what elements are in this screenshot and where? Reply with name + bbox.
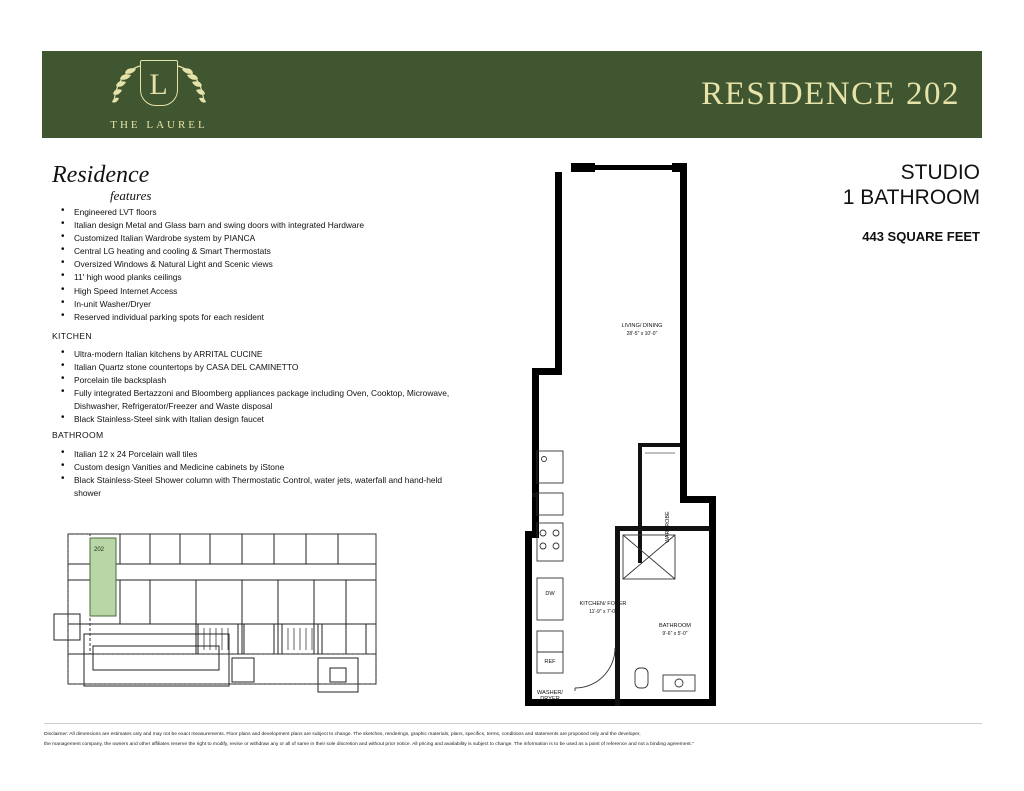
kitchen-section-label: KITCHEN <box>52 331 92 341</box>
list-item: • In-unit Washer/Dryer <box>74 298 452 311</box>
room-label-living-dining: LIVING/ DINING 28'-5" x 10'-0" <box>621 323 663 337</box>
features-heading-line1: Residence <box>52 162 150 188</box>
list-item: • Fully integrated Bertazzoni and Bloomberg appliances package including Oven, Cooktop, Microwave, Dishwasher, Refrigerator/Freezer and Waste disposal <box>74 387 472 412</box>
wardrobe-label: WARDROBE <box>665 511 671 543</box>
list-item: • Central LG heating and cooling & Smart Thermostats <box>74 245 452 258</box>
list-item: • Porcelain tile backsplash <box>74 374 472 387</box>
bathroom-features-list <box>52 448 452 500</box>
list-item: • Italian Quartz stone countertops by CASA DEL CAMINETTO <box>74 361 472 374</box>
list-item: • Oversized Windows & Natural Light and Scenic views <box>74 258 452 271</box>
header-bar <box>42 51 982 138</box>
kitchen-features-list <box>52 348 472 426</box>
appliance-label-washer-dryer: WASHER/ DRYER <box>537 690 563 702</box>
list-item: • Customized Italian Wardrobe system by PIANCA <box>74 232 452 245</box>
features-heading <box>52 163 352 204</box>
disclaimer-line2: the management company, the owners and other affiliates reserve the right to modify, revise or withdraw any or all of same in their sole discretion and without prior notice. All pricing and availability is subject to change. The information is to be used as a point of reference and not a binding agreement." <box>44 741 694 747</box>
logo-letter: L <box>149 68 169 101</box>
list-item: • Engineered LVT floors <box>74 206 452 219</box>
laurel-logo <box>74 53 244 137</box>
floorplan-drawing <box>515 163 745 713</box>
unit-type-line2: 1 BATHROOM <box>842 186 980 209</box>
list-item: • Ultra-modern Italian kitchens by ARRITAL CUCINE <box>74 348 472 361</box>
list-item: • Black Stainless-Steel sink with Italian design faucet <box>74 413 472 426</box>
disclaimer-line1: Disclaimer: All dimensions are estimates only and may not be exact measurements. Floor plans and development plans are subject to change. The sketches, renderings, graphic materials, plans, specifics, terms, conditions and statements are proposed only and the developer, <box>44 732 641 737</box>
room-label-kitchen-foyer: KITCHEN/ FOYER 11'-9" x 7'-0" <box>579 601 627 615</box>
list-item: • Italian design Metal and Glass barn and swing doors with integrated Hardware <box>74 219 452 232</box>
disclaimer <box>44 730 924 749</box>
list-item: • Reserved individual parking spots for each resident <box>74 311 452 324</box>
unit-type <box>843 160 980 210</box>
logo-wordmark: THE LAUREL <box>110 119 208 131</box>
residence-title: RESIDENCE 202 <box>701 76 960 112</box>
key-plan-svg <box>46 528 396 708</box>
unit-type-line1: STUDIO <box>900 161 980 184</box>
laurel-branch-right-icon <box>174 62 216 110</box>
list-item: • Italian 12 x 24 Porcelain wall tiles <box>74 448 452 461</box>
list-item: • High Speed Internet Access <box>74 285 452 298</box>
square-feet: 443 SQUARE FEET <box>862 229 980 244</box>
room-label-bathroom: BATHROOM 9'-6" x 5'-0" <box>659 623 691 637</box>
logo-crest <box>94 58 224 116</box>
appliance-label-dw: DW <box>545 591 555 597</box>
list-item: • Custom design Vanities and Medicine cabinets by iStone <box>74 461 452 474</box>
divider <box>44 723 982 724</box>
list-item: • 11' high wood planks ceilings <box>74 271 452 284</box>
bathroom-section-label: BATHROOM <box>52 430 104 440</box>
appliance-label-ref: REF <box>544 659 556 665</box>
list-item: • Black Stainless-Steel Shower column with Thermostatic Control, water jets, waterfall and hand-held shower <box>74 474 452 499</box>
keyplan-unit-label: 202 <box>94 547 105 553</box>
key-plan <box>46 528 396 708</box>
residence-features-list <box>52 206 452 324</box>
features-heading-line2: features <box>110 188 152 203</box>
laurel-branch-left-icon <box>102 62 144 110</box>
